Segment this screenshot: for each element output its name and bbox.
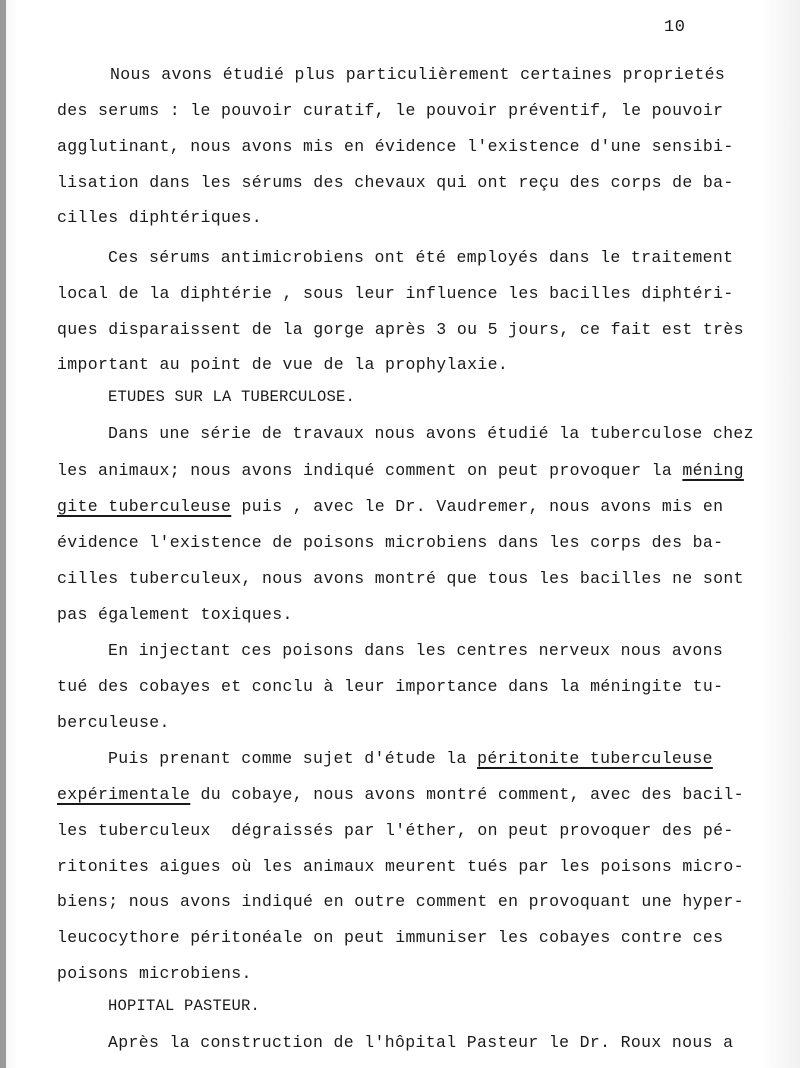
text-segment: les animaux; nous avons indiqué comment on peut provoquer la bbox=[57, 461, 683, 480]
text-line: important au point de vue de la prophylaxie. bbox=[57, 355, 509, 374]
text-line bbox=[108, 748, 713, 770]
section-heading: ETUDES SUR LA TUBERCULOSE. bbox=[108, 388, 356, 406]
text-line: poisons microbiens. bbox=[57, 964, 252, 983]
text-line: tué des cobayes et conclu à leur importance dans la méningite tu- bbox=[57, 677, 724, 696]
text-line: cilles diphtériques. bbox=[57, 208, 263, 227]
text-line: ques disparaissent de la gorge après 3 ou 5 jours, ce fait est très bbox=[57, 320, 744, 339]
text-line: Après la construction de l'hôpital Pasteur le Dr. Roux nous a bbox=[108, 1033, 734, 1052]
text-line: berculeuse. bbox=[57, 713, 170, 732]
text-line: Nous avons étudié plus particulièrement certaines proprietés bbox=[110, 65, 726, 84]
text-line bbox=[57, 784, 744, 806]
scan-edge-shadow bbox=[0, 0, 6, 1068]
text-line: local de la diphtérie , sous leur influence les bacilles diphtéri- bbox=[57, 284, 734, 303]
text-line bbox=[57, 496, 723, 518]
page-number: 10 bbox=[664, 18, 686, 37]
underlined-term: méning bbox=[682, 461, 744, 480]
text-segment: du cobaye, nous avons montré comment, avec des bacil- bbox=[190, 785, 744, 804]
text-line: ritonites aigues où les animaux meurent tués par les poisons micro- bbox=[57, 857, 744, 876]
text-line: biens; nous avons indiqué en outre comment en provoquant une hyper- bbox=[57, 892, 744, 911]
section-heading: HOPITAL PASTEUR. bbox=[108, 997, 261, 1015]
text-segment: Puis prenant comme sujet d'étude la bbox=[108, 749, 478, 768]
text-line: pas également toxiques. bbox=[57, 605, 293, 624]
text-line: Ces sérums antimicrobiens ont été employés dans le traitement bbox=[108, 248, 734, 267]
text-line: lisation dans les sérums des chevaux qui ont reçu des corps de ba- bbox=[57, 173, 734, 192]
text-line: En injectant ces poisons dans les centres nerveux nous avons bbox=[108, 641, 724, 660]
text-line: des serums : le pouvoir curatif, le pouvoir préventif, le pouvoir bbox=[57, 101, 724, 120]
text-line: cilles tuberculeux, nous avons montré que tous les bacilles ne sont bbox=[57, 569, 744, 588]
underlined-term: péritonite tuberculeuse bbox=[477, 749, 713, 768]
text-line: leucocythore péritonéale on peut immuniser les cobayes contre ces bbox=[57, 928, 724, 947]
text-line: agglutinant, nous avons mis en évidence l'existence d'une sensibi- bbox=[57, 137, 734, 156]
text-line: Dans une série de travaux nous avons étudié la tuberculose chez bbox=[108, 424, 754, 443]
text-line: les tuberculeux dégraissés par l'éther, on peut provoquer des pé- bbox=[57, 821, 734, 840]
text-segment: puis , avec le Dr. Vaudremer, nous avons mis en bbox=[231, 497, 724, 516]
underlined-term: expérimentale bbox=[57, 785, 191, 804]
underlined-term: gite tuberculeuse bbox=[57, 497, 232, 516]
text-line bbox=[57, 460, 744, 482]
text-line: évidence l'existence de poisons microbiens dans les corps des ba- bbox=[57, 533, 724, 552]
